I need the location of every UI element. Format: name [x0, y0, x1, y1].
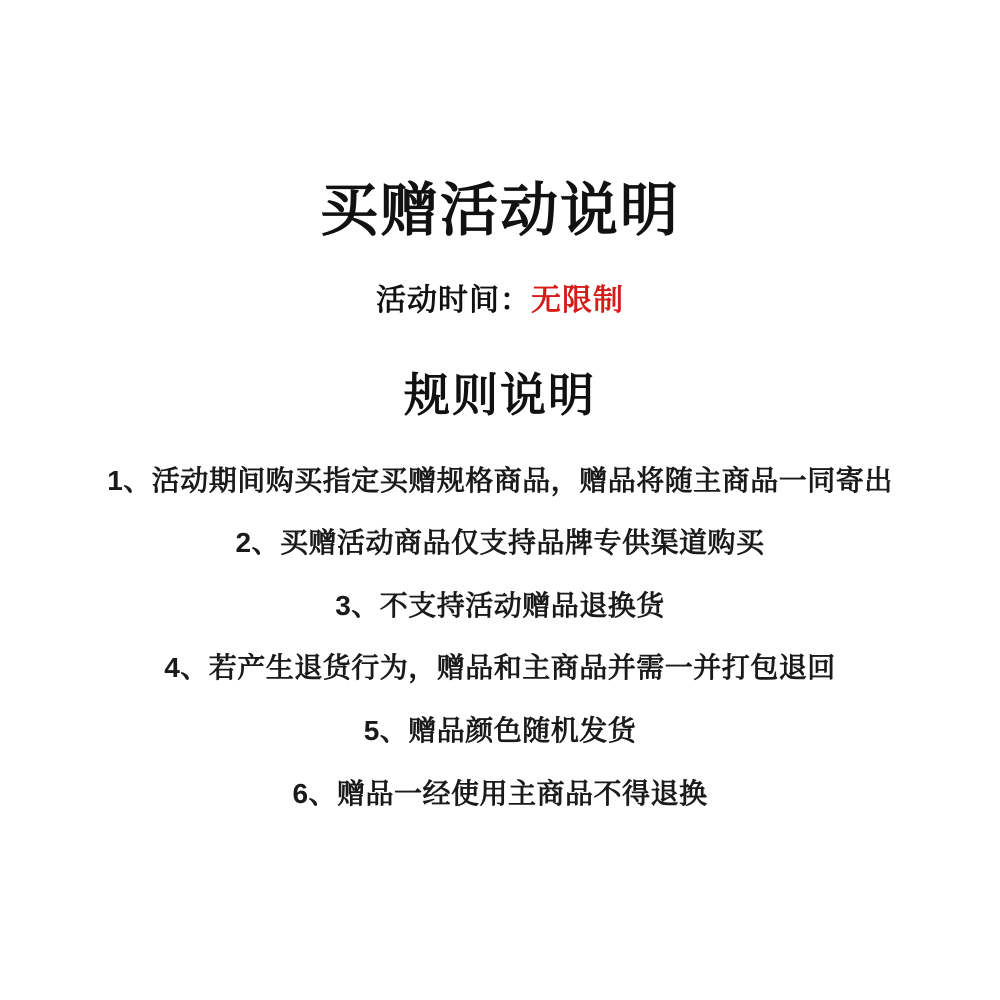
rules-list — [0, 461, 1000, 837]
page-title: 买赠活动说明 — [319, 178, 680, 243]
rule-item: 3、不支持活动赠品退换货 — [335, 589, 665, 621]
rule-item: 4、若产生退货行为，赠品和主商品并需一并打包退回 — [164, 652, 836, 684]
rule-item: 2、买赠活动商品仅支持品牌专供渠道购买 — [235, 527, 765, 559]
activity-time-label: 活动时间： — [376, 283, 531, 317]
rule-item: 5、赠品颜色随机发货 — [363, 715, 637, 747]
rule-item: 1、活动期间购买指定买赠规格商品，赠品将随主商品一同寄出 — [107, 464, 893, 496]
activity-time-line — [376, 275, 624, 319]
rule-item: 6、赠品一经使用主商品不得退换 — [292, 777, 708, 809]
activity-time-value: 无限制 — [531, 283, 624, 317]
section-title-rules: 规则说明 — [404, 368, 596, 421]
